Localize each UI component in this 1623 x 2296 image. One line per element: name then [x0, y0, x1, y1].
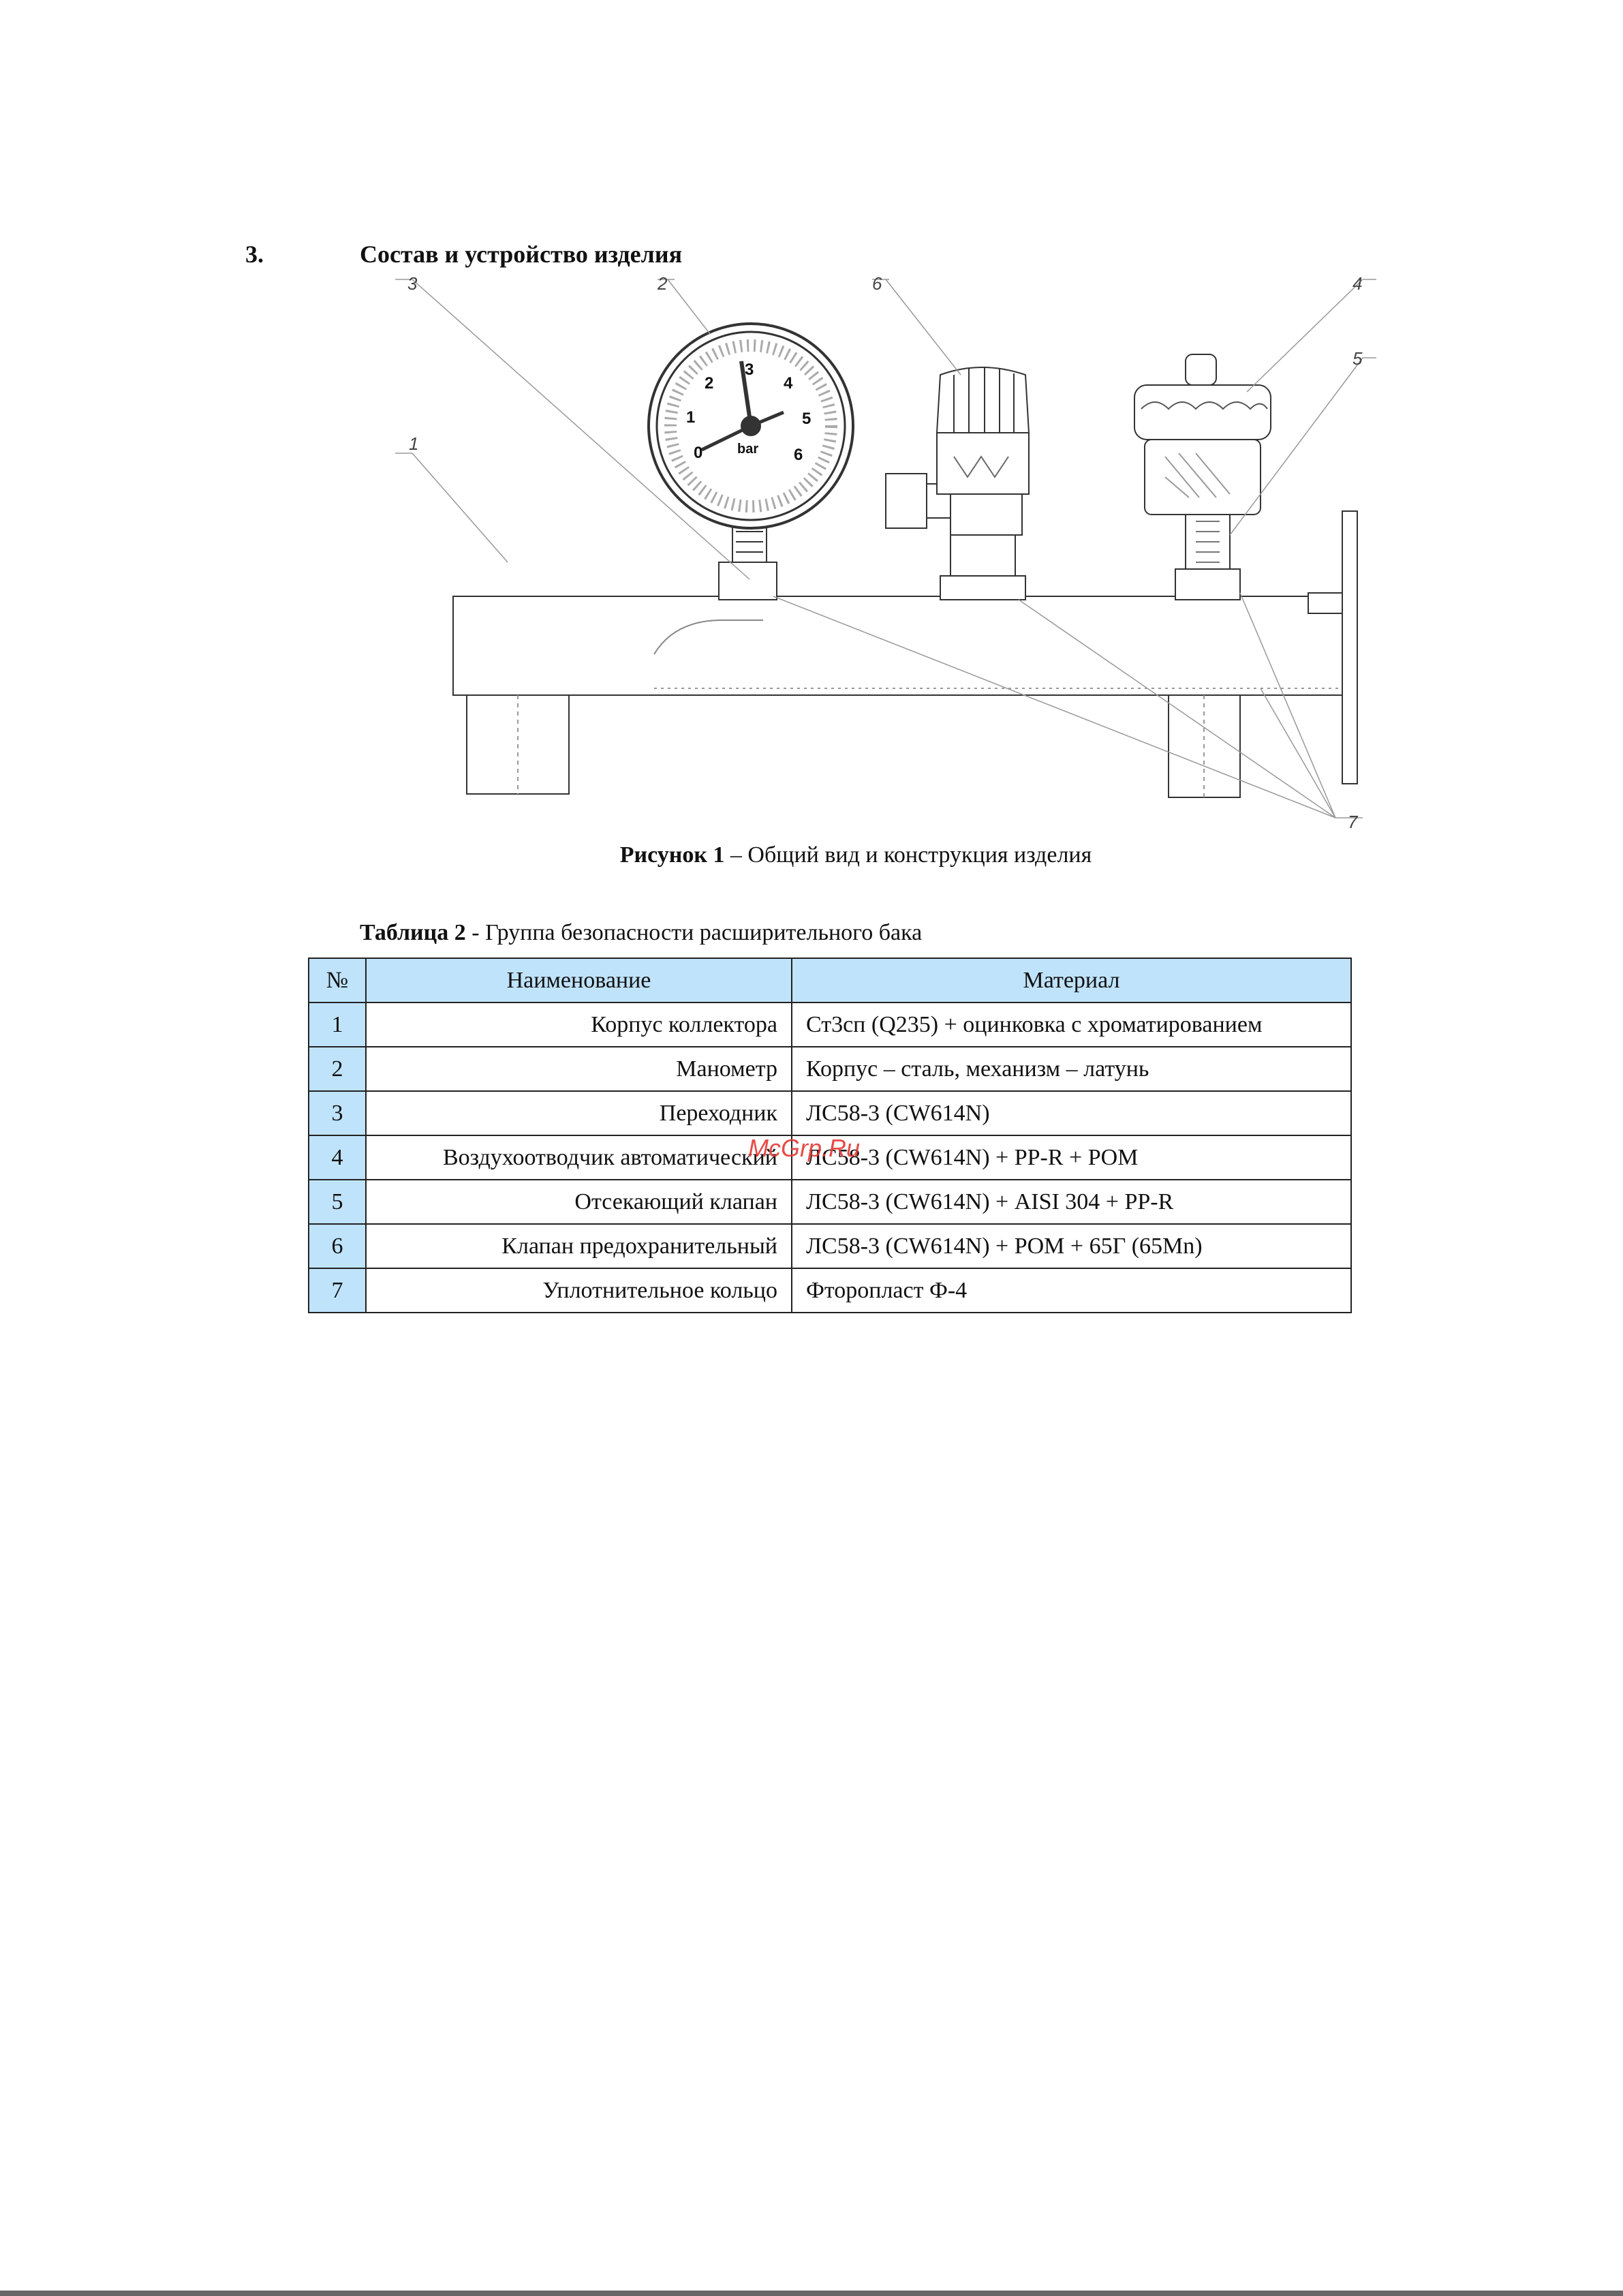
table-header-row [309, 958, 1351, 1002]
row-number: 7 [309, 1268, 366, 1313]
callout-1: 1 [409, 433, 419, 454]
table-row [309, 1091, 1351, 1135]
gauge-scale-3: 3 [745, 361, 754, 379]
callout-4: 4 [1352, 273, 1363, 294]
row-name: Манометр [366, 1047, 792, 1091]
figure-caption-text: – Общий вид и конструкция изделия [724, 842, 1092, 868]
row-name: Уплотнительное кольцо [366, 1268, 792, 1313]
section-title: Состав и устройство изделия [360, 241, 683, 268]
table-row [309, 1224, 1351, 1268]
row-number: 5 [309, 1180, 366, 1224]
gauge-scale-1: 1 [686, 408, 696, 427]
row-material: Корпус – сталь, механизм – латунь [792, 1047, 1351, 1091]
table-caption [360, 920, 922, 946]
callout-5: 5 [1352, 348, 1363, 369]
callout-7: 7 [1348, 812, 1358, 832]
row-material: ЛС58-3 (CW614N) + PP-R + POM [792, 1135, 1351, 1180]
table-row [309, 1268, 1351, 1313]
header-number: № [309, 958, 366, 1002]
row-name: Клапан предохранительный [366, 1224, 792, 1268]
row-material: ЛС58-3 (CW614N) + AISI 304 + PP-R [792, 1180, 1351, 1224]
callout-2: 2 [658, 273, 668, 294]
row-name: Корпус коллектора [366, 1002, 792, 1047]
row-name: Отсекающий клапан [366, 1180, 792, 1224]
gauge-scale-5: 5 [802, 410, 812, 428]
row-number: 1 [309, 1002, 366, 1047]
figure-caption-label: Рисунок 1 [619, 842, 725, 868]
gauge-unit: bar [737, 442, 759, 457]
row-material: Фторопласт Ф-4 [792, 1268, 1351, 1313]
table-row [309, 1047, 1351, 1091]
table-row [309, 1002, 1351, 1047]
row-material: ЛС58-3 (CW614N) + POM + 65Г (65Mn) [792, 1224, 1351, 1268]
row-name: Воздухоотводчик автоматический [366, 1135, 792, 1180]
row-number: 4 [309, 1135, 366, 1180]
assembly-drawing [382, 273, 1376, 845]
row-material: ЛС58-3 (CW614N) [792, 1091, 1351, 1135]
header-material: Материал [792, 958, 1351, 1002]
row-number: 6 [309, 1224, 366, 1268]
table-caption-text: - Группа безопасности расширительного бака [465, 920, 923, 945]
callout-6: 6 [872, 273, 882, 294]
row-number: 2 [309, 1047, 366, 1091]
row-number: 3 [309, 1091, 366, 1135]
header-name: Наименование [366, 958, 792, 1002]
callout-3: 3 [407, 273, 418, 294]
gauge-scale-4: 4 [784, 374, 793, 393]
row-name: Переходник [366, 1091, 792, 1135]
figure-caption [0, 842, 1623, 868]
table-caption-label: Таблица 2 [360, 920, 466, 945]
row-material: Ст3сп (Q235) + оцинковка с хроматированием [792, 1002, 1351, 1047]
table-row [309, 1180, 1351, 1224]
gauge-scale-6: 6 [794, 446, 803, 464]
section-number: 3. [245, 241, 264, 268]
watermark: McGrp.Ru [748, 1134, 861, 1162]
gauge-scale-0: 0 [694, 444, 703, 462]
page-bottom-edge [0, 2291, 1623, 2296]
gauge-scale-2: 2 [705, 374, 714, 393]
